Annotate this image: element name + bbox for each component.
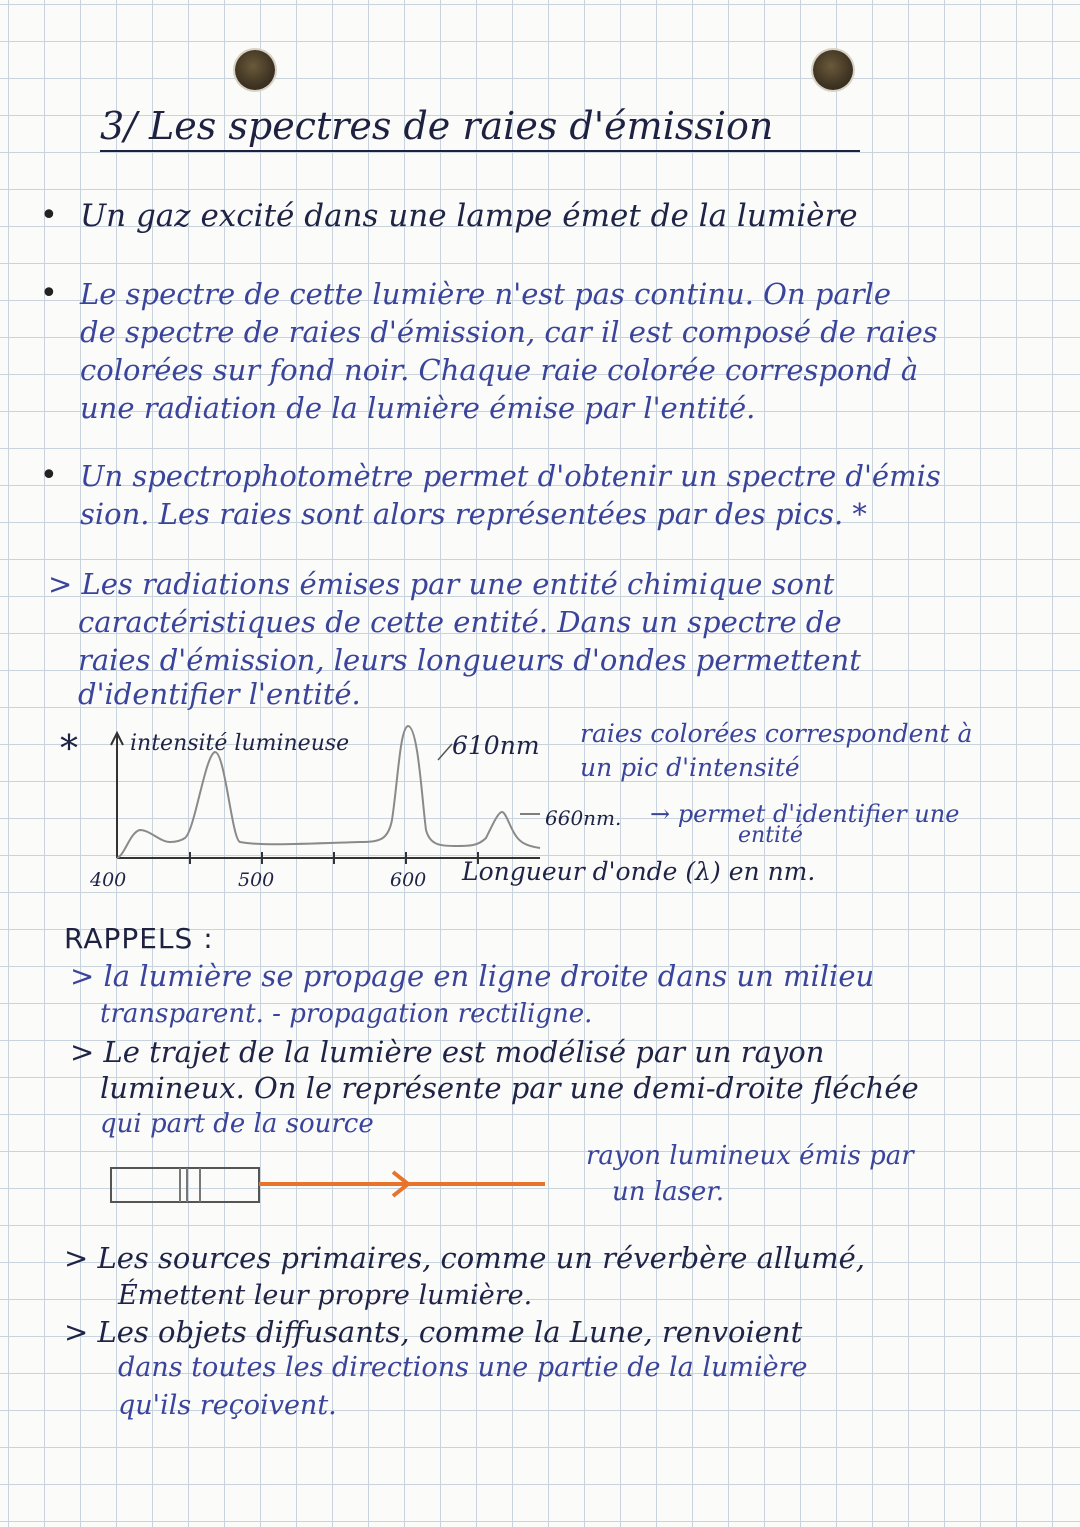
side-note-line-1: raies colorées correspondent à [580,719,973,748]
note-line-1: > Les radiations émises par une entité chimique sont [48,567,835,601]
peak-660-label: 660nm. [545,806,622,830]
rappels-line-5: qui part de la source [100,1109,374,1139]
bullet-text-4: colorées sur fond noir. Chaque raie colorée correspond à [80,353,919,387]
peak-610-label: 610nm [452,731,540,760]
rappels-line-2: transparent. - propagation rectiligne. [100,999,593,1029]
laser-caption-line-2: un laser. [612,1177,725,1207]
bullet-text-6: Un spectrophotomètre permet d'obtenir un spectre d'émis [80,459,941,493]
note-line-3: raies d'émission, leurs longueurs d'ondes permettent [78,643,861,677]
sources-line-5: qu'ils reçoivent. [118,1390,337,1421]
laser-body [111,1168,259,1202]
bullet-dot: • [40,276,58,311]
graph-y-label: intensité lumineuse [130,731,350,756]
tick-label-400: 400 [90,869,127,891]
arrow-note-line-2: entité [738,823,803,848]
tick-label-600: 600 [390,869,427,891]
rappels-line-3: > Le trajet de la lumière est modélisé par un rayon [70,1035,825,1069]
sources-line-3: > Les objets diffusants, comme la Lune, renvoient [64,1315,803,1349]
rappels-heading: RAPPELS : [64,922,214,955]
rappels-line-4: lumineux. On le représente par une demi-droite fléchée [100,1071,919,1105]
page-title: 3/ Les spectres de raies d'émission [100,104,860,152]
bullet-text-5: une radiation de la lumière émise par l'entité. [80,391,756,425]
laser-caption-line-1: rayon lumineux émis par [586,1141,914,1171]
sources-line-4: dans toutes les directions une partie de la lumière [118,1352,808,1383]
bullet-text-3: de spectre de raies d'émission, car il est composé de raies [80,315,938,349]
note-line-4: d'identifier l'entité. [78,677,361,711]
bullet-dot: • [40,458,58,493]
tick-label-500: 500 [238,869,275,891]
side-note-line-2: un pic d'intensité [580,753,800,782]
graph-x-label: Longueur d'onde (λ) en nm. [462,857,816,886]
graph-star: * [60,729,78,770]
peak-610-leader [438,744,452,760]
rappels-line-1: > la lumière se propage en ligne droite dans un milieu [70,959,875,993]
arrow-note-line-1: → permet d'identifier une [650,800,960,828]
bullet-dot: • [40,198,58,233]
note-line-2: caractéristiques de cette entité. Dans un spectre de [78,605,842,639]
bullet-text-2: Le spectre de cette lumière n'est pas continu. On parle [80,277,891,311]
sources-line-1: > Les sources primaires, comme un réverbère allumé, [64,1241,865,1275]
bullet-text-1: Un gaz excité dans une lampe émet de la lumière [80,198,858,234]
sources-line-2: Émettent leur propre lumière. [118,1280,533,1311]
bullet-text-7: sion. Les raies sont alors représentées par des pics. * [80,497,867,531]
